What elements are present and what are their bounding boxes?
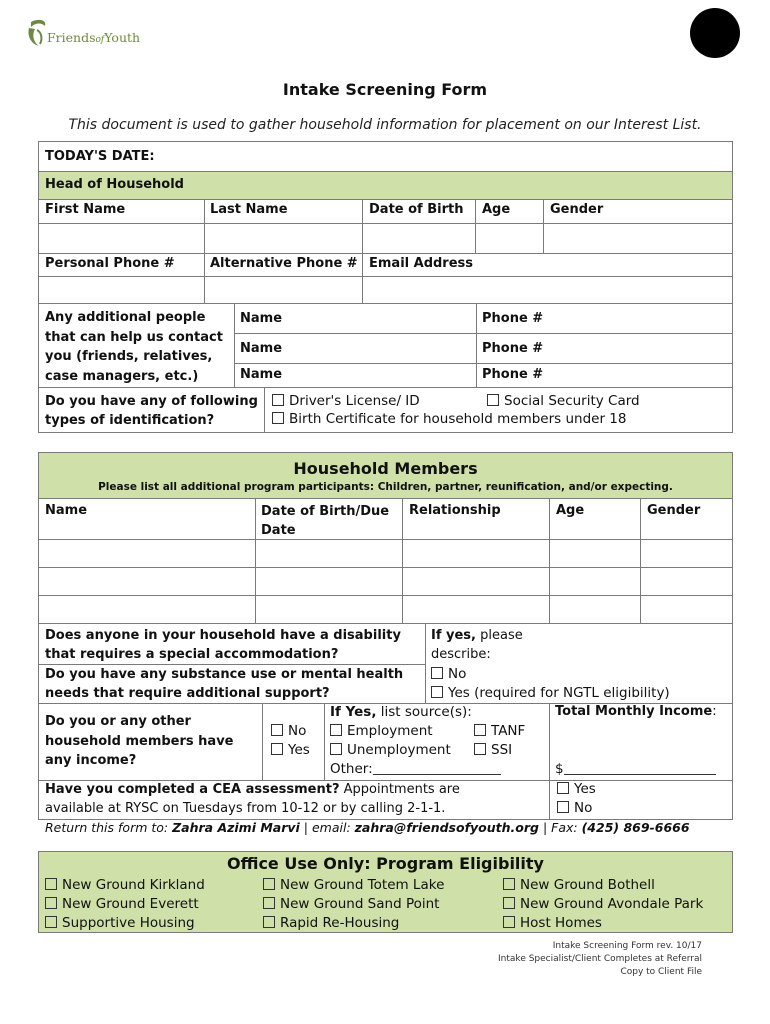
checkbox[interactable] xyxy=(271,724,283,736)
divider xyxy=(476,303,477,387)
divider xyxy=(425,623,426,703)
col-name: Name xyxy=(45,503,88,518)
substance-no-option[interactable]: No xyxy=(431,665,466,683)
household-instructions: Please list all additional program participants: Children, partner, reunification, and/or expecting. xyxy=(98,481,673,493)
alt-phone-field[interactable] xyxy=(205,277,361,302)
eligibility-option[interactable]: New Ground Totem Lake xyxy=(263,876,444,894)
checkbox[interactable] xyxy=(557,801,569,813)
alt-phone-label: Alternative Phone # xyxy=(210,256,358,271)
table-row[interactable] xyxy=(39,567,732,596)
checkbox[interactable] xyxy=(45,878,57,890)
col-gender: Gender xyxy=(647,503,701,518)
table-row[interactable] xyxy=(39,595,732,624)
checkbox[interactable] xyxy=(503,916,515,928)
cea-question: Have you completed a CEA assessment? Appointments are available at RYSC on Tuesdays from 10-12 or by calling 2-1-1. xyxy=(45,782,460,816)
checkbox[interactable] xyxy=(431,686,443,698)
tanf-option[interactable]: TANF xyxy=(474,722,525,740)
income-question: Do you or any other household members have any income? xyxy=(45,714,234,768)
contact-phone-label: Phone # xyxy=(482,367,544,382)
last-name-label: Last Name xyxy=(210,202,288,217)
gender-label: Gender xyxy=(550,202,604,217)
office-use-title: Office Use Only: Program Eligibility xyxy=(227,854,544,873)
unemployment-option[interactable]: Unemployment xyxy=(330,741,451,759)
footer-revision: Intake Screening Form rev. 10/17 xyxy=(552,941,702,951)
col-dob: Date of Birth/Due Date xyxy=(261,504,390,538)
cea-yes-option[interactable]: Yes xyxy=(557,780,596,798)
contact-phone-label: Phone # xyxy=(482,311,544,326)
footer-copy: Copy to Client File xyxy=(620,967,702,977)
logo-text: FriendsofYouth xyxy=(47,30,141,45)
checkbox[interactable] xyxy=(45,897,57,909)
eligibility-option[interactable]: New Ground Avondale Park xyxy=(503,895,703,913)
employment-option[interactable]: Employment xyxy=(330,722,433,740)
checkbox[interactable] xyxy=(263,897,275,909)
divider xyxy=(39,387,732,388)
return-instructions: Return this form to: Zahra Azimi Marvi | email: zahra@friendsofyouth.org | Fax: (425) 869-6666 xyxy=(45,820,690,835)
eligibility-option[interactable]: New Ground Kirkland xyxy=(45,876,205,894)
eligibility-option[interactable]: New Ground Everett xyxy=(45,895,199,913)
income-sources-label: If Yes, list source(s): xyxy=(330,704,472,720)
redaction-blob xyxy=(690,8,740,58)
eligibility-option[interactable]: Host Homes xyxy=(503,914,602,932)
checkbox[interactable] xyxy=(45,916,57,928)
checkbox[interactable] xyxy=(271,743,283,755)
email-label: Email Address xyxy=(369,256,474,271)
footer-completes: Intake Specialist/Client Completes at Referral xyxy=(498,954,702,964)
col-age: Age xyxy=(556,503,585,518)
age-field[interactable] xyxy=(476,224,542,252)
total-income-label: Total Monthly Income: xyxy=(555,704,717,719)
email-field[interactable] xyxy=(363,277,732,302)
divider xyxy=(39,303,732,304)
divider xyxy=(39,199,732,200)
todays-date-label: TODAY'S DATE: xyxy=(45,149,155,164)
eligibility-option[interactable]: Rapid Re-Housing xyxy=(263,914,399,932)
contact-phone-label: Phone # xyxy=(482,341,544,356)
checkbox[interactable] xyxy=(272,412,284,424)
drivers-license-option[interactable]: Driver's License/ ID xyxy=(272,392,420,410)
first-name-field[interactable] xyxy=(40,224,203,252)
additional-people-label: Any additional people that can help us contact you (friends, relatives, case managers, etc.) xyxy=(45,310,223,384)
income-no-option[interactable]: No xyxy=(271,722,306,740)
page-title: Intake Screening Form xyxy=(282,80,488,99)
personal-phone-label: Personal Phone # xyxy=(45,256,175,271)
checkbox[interactable] xyxy=(330,724,342,736)
identification-question: Do you have any of following types of identification? xyxy=(45,394,258,428)
birth-certificate-option[interactable]: Birth Certificate for household members under 18 xyxy=(272,410,626,428)
substance-question: Do you have any substance use or mental health needs that require additional support? xyxy=(45,667,404,701)
divider xyxy=(234,333,732,334)
contact-name-label: Name xyxy=(240,341,283,356)
checkbox[interactable] xyxy=(431,667,443,679)
divider xyxy=(39,623,732,624)
first-name-label: First Name xyxy=(45,202,126,217)
divider xyxy=(234,303,235,387)
divider xyxy=(264,387,265,432)
eligibility-option[interactable]: New Ground Bothell xyxy=(503,876,655,894)
page-subtitle: This document is used to gather household information for placement on our Interest List. xyxy=(68,117,702,133)
if-yes-describe: If yes, please describe: xyxy=(431,628,523,662)
other-income-field[interactable]: Other: xyxy=(330,760,501,778)
income-yes-option[interactable]: Yes xyxy=(271,741,310,759)
eligibility-option[interactable]: New Ground Sand Point xyxy=(263,895,439,913)
disability-question: Does anyone in your household have a disability that requires a special accommodation? xyxy=(45,628,401,662)
divider xyxy=(324,703,325,780)
household-members-title: Household Members xyxy=(293,459,478,478)
last-name-field[interactable] xyxy=(205,224,361,252)
cea-no-option[interactable]: No xyxy=(557,799,592,817)
checkbox[interactable] xyxy=(503,897,515,909)
gender-field[interactable] xyxy=(544,224,732,252)
checkbox[interactable] xyxy=(474,743,486,755)
dob-field[interactable] xyxy=(363,224,474,252)
table-row[interactable] xyxy=(39,539,732,568)
checkbox[interactable] xyxy=(557,782,569,794)
dob-label: Date of Birth xyxy=(369,202,464,217)
divider xyxy=(549,703,550,819)
checkbox[interactable] xyxy=(330,743,342,755)
checkbox[interactable] xyxy=(474,724,486,736)
head-of-household-label: Head of Household xyxy=(45,177,184,192)
divider xyxy=(262,703,263,780)
divider xyxy=(234,363,732,364)
checkbox[interactable] xyxy=(487,394,499,406)
substance-yes-option[interactable]: Yes (required for NGTL eligibility) xyxy=(431,684,670,702)
personal-phone-field[interactable] xyxy=(40,277,203,302)
checkbox[interactable] xyxy=(503,878,515,890)
total-income-field[interactable]: $ xyxy=(555,760,716,778)
divider xyxy=(39,498,732,499)
social-security-option[interactable]: Social Security Card xyxy=(487,392,640,410)
col-relationship: Relationship xyxy=(409,503,501,518)
age-label: Age xyxy=(482,202,511,217)
checkbox[interactable] xyxy=(263,916,275,928)
divider xyxy=(39,253,732,254)
eligibility-option[interactable]: Supportive Housing xyxy=(45,914,195,932)
email-link[interactable]: zahra@friendsofyouth.org xyxy=(354,820,539,835)
contact-name-label: Name xyxy=(240,311,283,326)
contact-name-label: Name xyxy=(240,367,283,382)
checkbox[interactable] xyxy=(272,394,284,406)
ssi-option[interactable]: SSI xyxy=(474,741,512,759)
checkbox[interactable] xyxy=(263,878,275,890)
